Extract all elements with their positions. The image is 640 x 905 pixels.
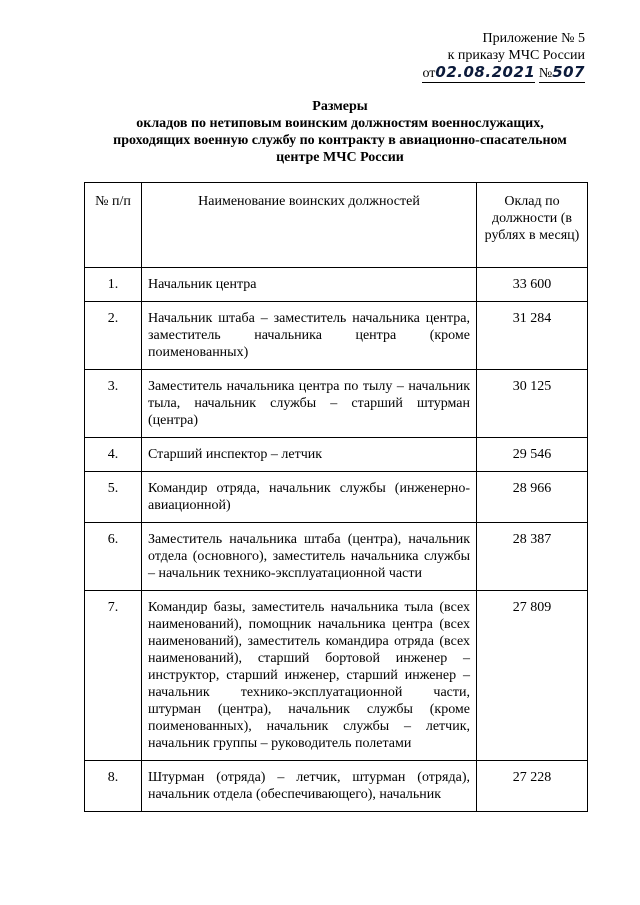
table-row [85, 370, 588, 438]
title-line4: центре МЧС России [276, 150, 404, 165]
row-name: Начальник центра [142, 268, 477, 302]
row-name: Заместитель начальника центра по тылу – начальник тыла, начальник службы – старший штурман (центра) [142, 370, 477, 438]
row-num: 5. [85, 472, 142, 523]
row-num: 2. [85, 302, 142, 370]
order-number-prefix: № [538, 66, 553, 81]
header-salary: Оклад по должности (в рублях в месяц) [477, 183, 588, 268]
appendix-line1: Приложение № 5 [482, 31, 585, 46]
row-salary: 28 966 [477, 472, 588, 523]
table-header-row [85, 183, 588, 268]
title-line1: Размеры [312, 99, 368, 114]
table-row [85, 761, 588, 812]
row-salary: 29 546 [477, 438, 588, 472]
row-num: 6. [85, 523, 142, 591]
table-row [85, 438, 588, 472]
salary-table [84, 182, 588, 812]
row-salary: 33 600 [477, 268, 588, 302]
row-name: Штурман (отряда) – летчик, штурман (отряда), начальник отдела (обеспечивающего), начальник [142, 761, 477, 812]
document-title [80, 98, 600, 166]
row-num: 3. [85, 370, 142, 438]
order-from-prefix: от [422, 66, 436, 81]
row-salary: 27 228 [477, 761, 588, 812]
appendix-block [395, 30, 585, 83]
table-row [85, 472, 588, 523]
order-number-line [539, 64, 585, 83]
row-name: Командир базы, заместитель начальника тыла (всех наименований), помощник начальника центра (всех наименований), заместитель командира отряда (всех наименований), старший бортовой инженер – инструктор, старший инженер, старший инженер – начальник технико-эксплуатационной части, штурман (центра), начальник службы (кроме поименованных), начальник службы – летчик, начальник группы – руководитель полетами [142, 591, 477, 761]
order-date-line [422, 64, 535, 83]
row-num: 1. [85, 268, 142, 302]
table-row [85, 302, 588, 370]
row-name: Заместитель начальника штаба (центра), начальник отдела (основного), заместитель начальника службы – начальник технико-эксплуатационной части [142, 523, 477, 591]
row-num: 8. [85, 761, 142, 812]
table-row [85, 268, 588, 302]
row-salary: 31 284 [477, 302, 588, 370]
header-num: № п/п [85, 183, 142, 268]
row-num: 7. [85, 591, 142, 761]
row-num: 4. [85, 438, 142, 472]
order-line [395, 64, 585, 83]
row-salary: 27 809 [477, 591, 588, 761]
order-date: 02.08.2021 [435, 63, 536, 81]
title-line3: проходящих военную службу по контракту в авиационно-спасательном [113, 133, 567, 148]
row-salary: 28 387 [477, 523, 588, 591]
row-name: Начальник штаба – заместитель начальника центра, заместитель начальника центра (кроме поименованных) [142, 302, 477, 370]
header-name: Наименование воинских должностей [142, 183, 477, 268]
table-row [85, 523, 588, 591]
row-salary: 30 125 [477, 370, 588, 438]
appendix-line2: к приказу МЧС России [447, 48, 585, 63]
table-row [85, 591, 588, 761]
title-line2: окладов по нетиповым воинским должностям военнослужащих, [136, 116, 544, 131]
row-name: Командир отряда, начальник службы (инженерно-авиационной) [142, 472, 477, 523]
row-name: Старший инспектор – летчик [142, 438, 477, 472]
order-number: 507 [552, 63, 585, 81]
